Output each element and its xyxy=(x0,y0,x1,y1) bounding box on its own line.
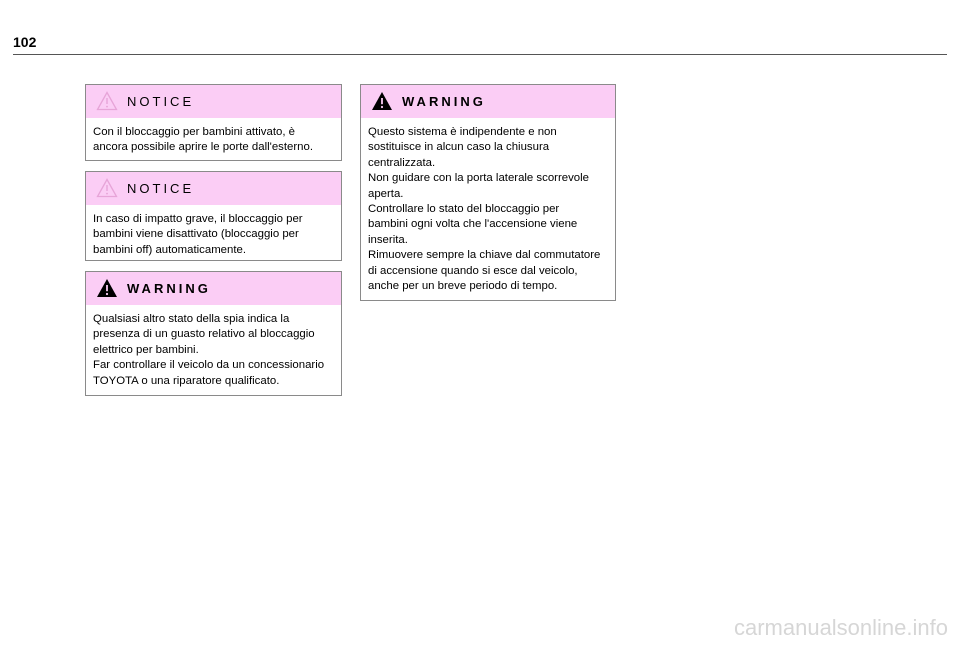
warning-text-line: aperta. xyxy=(368,187,404,200)
warning-text-line: inserita. xyxy=(368,233,408,246)
header-divider xyxy=(13,54,947,55)
warning-text-line: di accensione quando si esce dal veicolo, xyxy=(368,264,578,277)
notice-body xyxy=(86,118,341,162)
warning-title: WARNING xyxy=(402,94,486,109)
watermark: carmanualsonline.info xyxy=(733,615,948,640)
warning-triangle-outline-icon xyxy=(96,178,118,198)
warning-text-line: Rimuovere sempre la chiave dal commutatore xyxy=(368,249,601,262)
warning-body xyxy=(361,118,615,300)
notice-title: NOTICE xyxy=(127,94,195,109)
warning-text-line: Controllare lo stato del bloccaggio per xyxy=(368,203,560,216)
warning-text-line: Questo sistema è indipendente e non xyxy=(368,126,557,138)
warning-triangle-filled-icon xyxy=(96,278,118,298)
warning-body xyxy=(86,305,341,395)
warning-text-line: sostituisce in alcun caso la chiusura xyxy=(368,141,550,154)
notice-body xyxy=(86,205,341,264)
warning-text-line: TOYOTA o una riparatore qualificato. xyxy=(93,374,280,387)
notice-text-line: In caso di impatto grave, il bloccaggio per xyxy=(93,213,303,225)
warning-text-line: Non guidare con la porta laterale scorrevole xyxy=(368,172,589,185)
notice-box-2 xyxy=(85,171,342,261)
warning-box-2 xyxy=(360,84,616,301)
warning-text-line: elettrico per bambini. xyxy=(93,343,199,356)
notice-text-line: bambini off) automaticamente. xyxy=(93,243,247,256)
warning-text-line: centralizzata. xyxy=(368,156,436,169)
warning-text-line: presenza di un guasto relativo al bloccaggio xyxy=(93,328,315,341)
warning-text-line: Far controllare il veicolo da un concessionario xyxy=(93,359,325,372)
notice-header xyxy=(86,172,341,205)
notice-title: NOTICE xyxy=(127,181,195,196)
notice-text-line: Con il bloccaggio per bambini attivato, è xyxy=(93,126,295,138)
warning-title: WARNING xyxy=(127,281,211,296)
warning-text-line: anche per un breve periodo di tempo. xyxy=(368,280,558,293)
warning-header xyxy=(361,85,615,118)
warning-triangle-filled-icon xyxy=(371,91,393,111)
warning-box-1 xyxy=(85,271,342,396)
page-number: 102 xyxy=(13,34,37,50)
warning-triangle-outline-icon xyxy=(96,91,118,111)
warning-header xyxy=(86,272,341,305)
notice-text-line: bambini viene disattivato (bloccaggio per xyxy=(93,228,299,241)
warning-text-line: Qualsiasi altro stato della spia indica la xyxy=(93,313,290,325)
notice-box-1 xyxy=(85,84,342,161)
warning-text-line: bambini ogni volta che l'accensione viene xyxy=(368,218,578,231)
notice-header xyxy=(86,85,341,118)
notice-text-line: ancora possibile aprire le porte dall'esterno. xyxy=(93,141,313,154)
